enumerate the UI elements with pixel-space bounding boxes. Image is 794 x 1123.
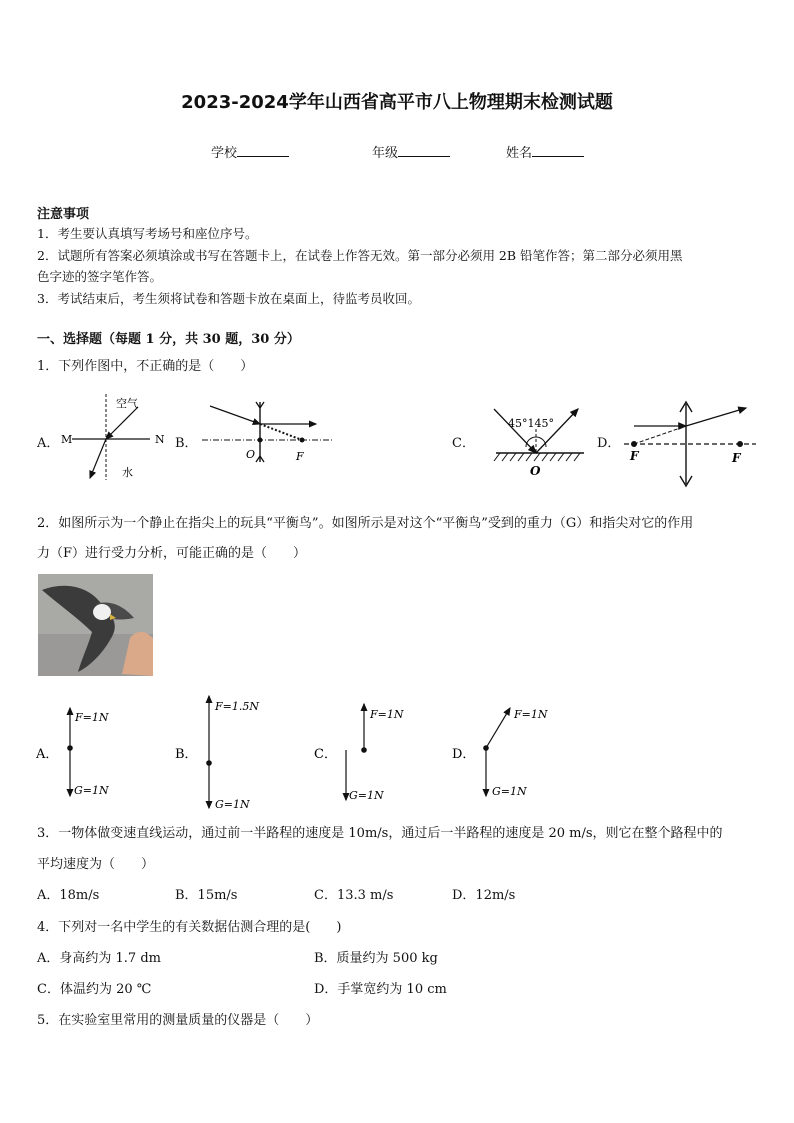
air-label: 空气 — [116, 397, 138, 410]
name-label: 姓名 — [506, 146, 533, 161]
angles-label: 45°145° — [508, 417, 554, 430]
c-f-label: F=1N — [370, 708, 404, 721]
note-item: 色字迹的签字笔作答。 — [37, 269, 163, 284]
a-g-label: G=1N — [74, 784, 109, 797]
d-g-label: G=1N — [492, 785, 527, 798]
page-title: 2023-2024学年山西省高平市八上物理期末检测试题 — [181, 92, 613, 113]
q2-option-c-label: C． — [314, 747, 337, 762]
f-left-label: F — [630, 449, 639, 463]
q3-option-b: B．15m/s — [175, 888, 238, 903]
question-4-stem: 4．下列对一名中学生的有关数据估测合理的是( ) — [37, 920, 342, 935]
section-heading: 一、选择题（每题 1 分，共 30 题，30 分） — [37, 332, 300, 347]
n-label: N — [155, 433, 165, 446]
name-field — [506, 142, 584, 161]
q4-option-c: C．体温约为 20 ℃ — [37, 982, 152, 997]
q1-option-c-label: C． — [452, 436, 475, 451]
question-5-stem: 5．在实验室里常用的测量质量的仪器是（ ） — [37, 1013, 319, 1028]
q3-option-a: A．18m/s — [37, 888, 100, 903]
q2-option-b-label: B． — [175, 747, 198, 762]
c-g-label: G=1N — [349, 789, 384, 802]
school-label: 学校 — [211, 146, 238, 161]
q2-option-a-label: A． — [36, 747, 59, 762]
question-2-stem-line1: 2．如图所示为一个静止在指尖上的玩具“平衡鸟”。如图所示是对这个“平衡鸟”受到的重力（G）和指尖对它的作用 — [37, 516, 694, 531]
q1-option-d-label: D． — [597, 436, 621, 451]
grade-field — [372, 142, 450, 161]
m-label: M — [61, 433, 73, 446]
q3-option-c: C．13.3 m/s — [314, 888, 394, 903]
o-label: O — [530, 464, 541, 478]
water-label: 水 — [122, 466, 133, 479]
q1-figure-b — [198, 398, 338, 468]
question-3-stem-line2: 平均速度为（ ） — [37, 857, 155, 872]
f-label: F — [296, 450, 304, 463]
note-item: 3．考试结束后，考生须将试卷和答题卡放在桌面上，待监考员收回。 — [37, 291, 420, 306]
b-g-label: G=1N — [215, 798, 250, 811]
school-field — [211, 142, 289, 161]
q2-force-diagrams — [36, 690, 794, 812]
note-item: 2．试题所有答案必须填涂或书写在答题卡上，在试卷上作答无效。第一部分必须用 2B 铅笔作答；第二部分必须用黑 — [37, 248, 683, 263]
q1-figure-d — [620, 398, 760, 488]
question-2-stem-line2: 力（F）进行受力分析，可能正确的是（ ） — [37, 546, 307, 561]
question-3-stem-line1: 3．一物体做变速直线运动，通过前一半路程的速度是 10m/s，通过后一半路程的速度是 20 m/s，则它在整个路程中的 — [37, 826, 723, 841]
a-f-label: F=1N — [75, 711, 109, 724]
q1-option-a-label: A． — [37, 436, 60, 451]
q4-option-d: D．手掌宽约为 10 cm — [314, 982, 447, 997]
balance-bird-photo — [38, 574, 153, 676]
name-blank — [532, 144, 584, 157]
notes-heading: 注意事项 — [37, 207, 90, 222]
q1-figure-c — [486, 403, 596, 481]
q3-option-d: D．12m/s — [452, 888, 516, 903]
grade-blank — [398, 144, 450, 157]
b-f-label: F=1.5N — [215, 700, 259, 713]
f-right-label: F — [732, 451, 741, 465]
school-blank — [237, 144, 289, 157]
question-1-stem: 1．下列作图中，不正确的是（ ） — [37, 359, 254, 374]
q4-option-b: B．质量约为 500 kg — [314, 951, 438, 966]
q2-option-d-label: D． — [452, 747, 476, 762]
q1-figure-a — [58, 392, 178, 484]
q1-option-b-label: B． — [175, 436, 198, 451]
grade-label: 年级 — [372, 146, 399, 161]
q4-option-a: A．身高约为 1.7 dm — [37, 951, 161, 966]
note-item: 1．考生要认真填写考场号和座位序号。 — [37, 226, 258, 241]
o-label: O — [246, 448, 256, 461]
d-f-label: F=1N — [514, 708, 548, 721]
